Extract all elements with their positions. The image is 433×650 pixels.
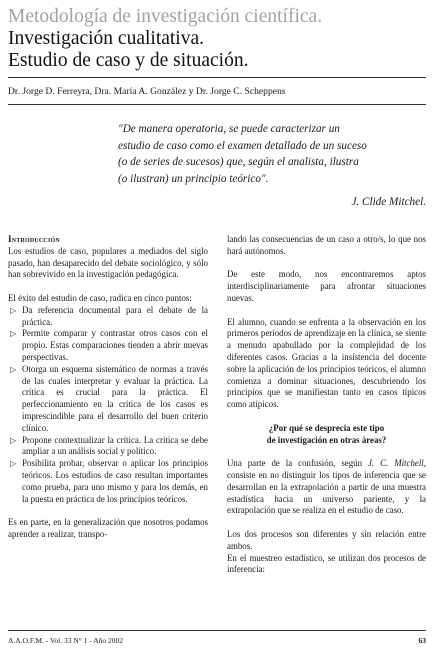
citation: J. C. Mitchell (367, 458, 424, 469)
epigraph-line: (o ilustran) un principio teórico". (118, 172, 269, 185)
series-title: Metodología de investigación científica. (8, 6, 323, 27)
page-number: 63 (418, 636, 426, 645)
authors-rule (8, 104, 426, 105)
paragraph: Una parte de la confusión, según J. C. Mitchell, consiste en no distinguir los tipos de inferencia que se desarrollan en la extrapolación a partir de una muestra estadística hacia un universo pariente, y la extrapolación que se realiza en el estudio de caso. (227, 458, 426, 516)
title-rule (8, 77, 426, 78)
list-item-text: Permite comparar y contrastar otros casos con el propio. Estas comparaciones tienden a abrir nuevas perspectivas. (22, 328, 208, 362)
paragraph: De este modo, nos encontraremos aptos interdisciplinariamente para afrontar situaciones nuevas. (227, 269, 426, 303)
epigraph-line: (o de series de sucesos) que, según el analista, ilustra (118, 156, 359, 168)
subheading-line: ¿Por qué se desprecia este tipo (268, 422, 385, 433)
triangle-bullet-icon: ▷ (10, 435, 17, 445)
journal-reference: A.A.O.F.M. - Vol. 33 N° 1 - Año 2002 (8, 636, 124, 645)
subheading-line: de investigación en otras áreas? (266, 434, 387, 445)
section-heading: Introducción (8, 234, 60, 244)
success-paragraph: El éxito del estudio de caso, radica en cinco puntos: (8, 292, 192, 303)
epigraph (118, 121, 428, 187)
epigraph-line: estudio de caso como el examen detallado de un suceso (118, 139, 367, 152)
triangle-bullet-icon: ▷ (10, 364, 17, 374)
continuation-paragraph: lando las consecuencias de un caso a otro/s, lo que nos hará autónomos. (227, 234, 426, 256)
epigraph-author: J. Clide Mitchel. (351, 196, 426, 208)
epigraph-line: "De manera operatoria, se puede caracterizar un (118, 123, 340, 135)
list-item (8, 328, 208, 363)
left-column (8, 234, 208, 541)
points-list (8, 305, 208, 506)
triangle-bullet-icon: ▷ (10, 305, 17, 315)
list-item-text: Propone contextualizar la crítica. La crítica se debe ampliar a un análisis social y político. (22, 434, 208, 457)
paragraph: En el muestreo estadístico, se utilizan dos procesos de inferencia: (227, 552, 426, 575)
footer-rule (8, 630, 426, 631)
paragraph: Los dos procesos son diferentes y sin relación entre ambos. (227, 528, 426, 551)
authors: Dr. Jorge D. Ferreyra, Dra. María A. González y Dr. Jorge C. Scheppens (8, 86, 286, 97)
list-item (8, 305, 208, 329)
list-item-text: Otorga un esquema sistemático de normas a través de las cuales interpretar y evaluar la práctica. La crítica es crucial para la práctica. El perfeccionamiento en la crítica de los casos es imprescindible para el desarrollo del buen criterio clínico. (22, 363, 208, 433)
article-title-line-2: Estudio de caso y de situación. (8, 50, 249, 71)
paragraph: El alumno, cuando se enfrenta a la observación en los primeros períodos de aprendizaje en la clínica, se siente a menudo apabullado por la complejidad de los diferentes casos. Gracias a la insistencia del docente sobre la aplicación de los principios teóricos, el alumno comienza a dominar situaciones, descubriendo los principios que se manifiestan tanto en casos típicos como atípicos. (227, 316, 426, 410)
closing-paragraph: Es en parte, en la generalización que nosotros podamos aprender a realizar, transpo- (8, 517, 208, 539)
right-column (227, 234, 426, 576)
triangle-bullet-icon: ▷ (10, 329, 17, 339)
list-item (8, 364, 208, 435)
subheading (227, 423, 426, 447)
triangle-bullet-icon: ▷ (10, 459, 17, 469)
list-item (8, 435, 208, 459)
intro-paragraph: Los estudios de caso, populares a mediados del siglo pasado, han desaparecido del debate sociológico, y sólo han sobrevivido en la investigación pedagógica. (8, 245, 208, 280)
article-title-line-1: Investigación cualitativa. (8, 28, 205, 49)
list-item-text: Posibilita probar, observar o aplicar los principios teóricos. Los estudios de caso resultan importantes como prueba, para uno mismo y para los demás, en la puesta en práctica de los principios teóricos. (22, 458, 208, 504)
list-item (8, 458, 208, 505)
list-item-text: Da referencia documental para el debate de la práctica. (22, 304, 208, 327)
